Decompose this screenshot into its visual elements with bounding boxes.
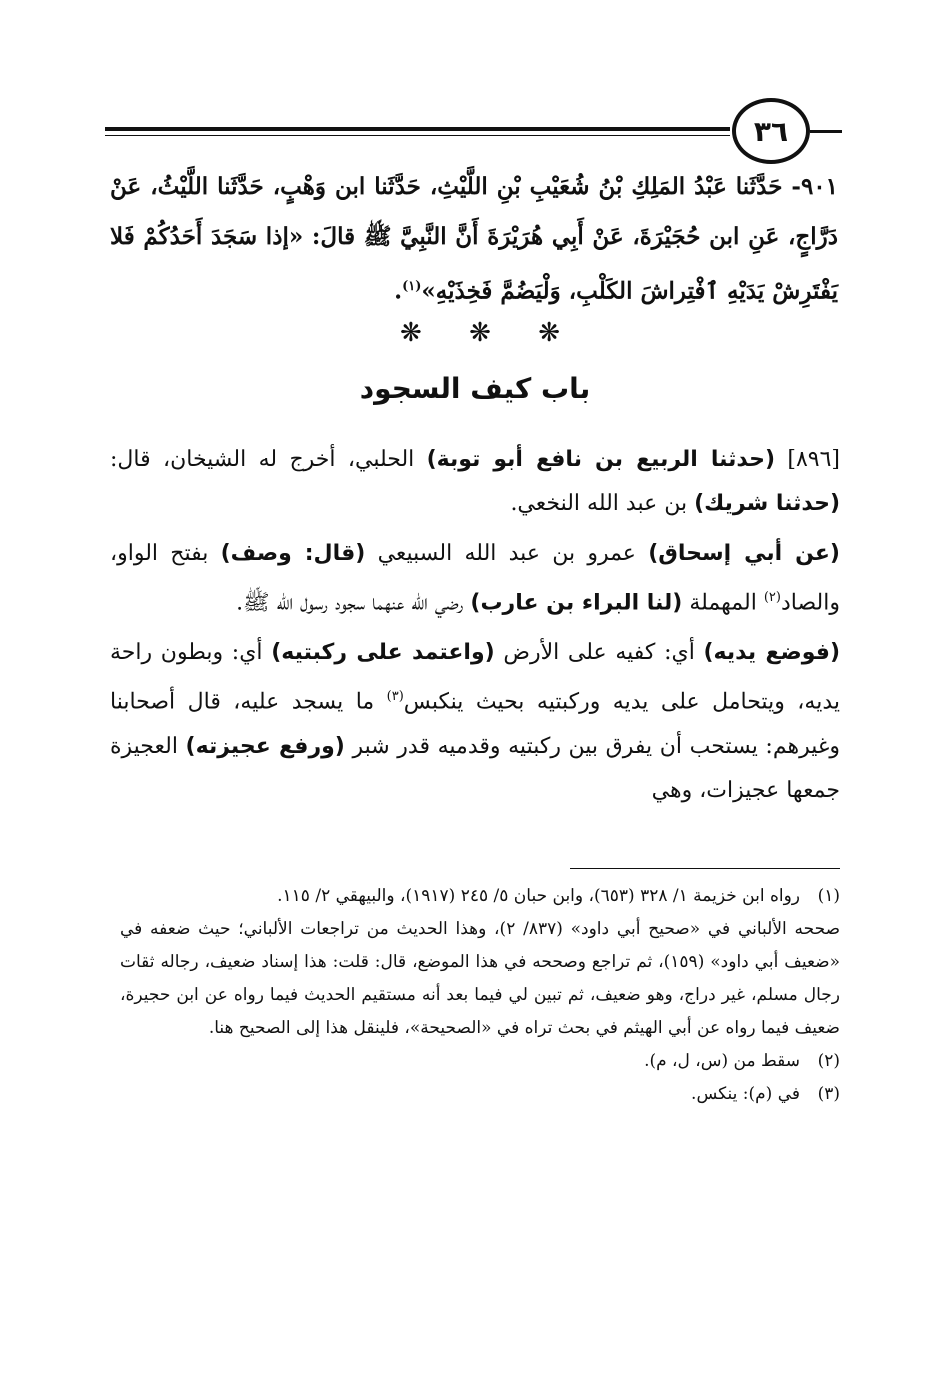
hadith-text (110, 162, 838, 317)
footnote-ref-2: (٢) (763, 590, 781, 605)
footnote-text: رواه ابن خزيمة ١/ ٣٢٨ (٦٥٣)، وابن حبان ٥/ ٢٤٥ (١٩١٧)، والبيهقي ٢/ ١١٥. (277, 886, 800, 906)
footnote-rule (570, 868, 840, 869)
hadith-quote: (ورفع عجيزته) (185, 733, 345, 759)
commentary-paragraph (110, 438, 840, 526)
footnote-number: (٢) (817, 1051, 840, 1071)
star-icon: ❋ (400, 318, 422, 348)
text-run: [٨٩٦] (775, 447, 840, 472)
narrator-quote: (حدثنا الربيع بن نافع أبو توبة) (426, 447, 775, 472)
text-run: ما يسجد عليه، قال أصحابنا وغيرهم: يستحب أن يفرق بين ركبتيه وقدميه قدر شبر (110, 689, 840, 759)
text-run: أي: كفيه على الأرض (494, 640, 704, 666)
narrator-quote: (حدثنا شريك) (694, 491, 840, 516)
text-run: الحلبي، أخرج له الشيخان، قال: (110, 447, 427, 472)
text-run: بفتح الواو، والصاد (110, 541, 840, 616)
commentary-paragraph (110, 532, 840, 625)
footnote-3 (120, 1078, 840, 1111)
text-run: المهملة (682, 590, 764, 616)
star-icon: ❋ (469, 318, 491, 348)
text-run: عمرو بن عبد الله السبيعي (365, 541, 649, 566)
hadith-quote: (واعتمد على ركبتيه) (271, 640, 495, 666)
narrator-quote: (عن أبي إسحاق) (648, 541, 840, 566)
commentary-paragraph (110, 631, 840, 812)
narrator-quote: (لنا البراء بن عارب) (470, 590, 683, 616)
footnote-1-continuation: صححه الألباني في «صحيح أبي داود» (٨٣٧/ ٢)، وهذا الحديث من تراجعات الألباني؛ حيث ضعفه في «ضعيف أبي داود» (١٥٩)، ثم تراجع وصححه في هذا الموضع، قال: قلت: هذا إسناد ضعيف، رجاله ثقات رجال مسلم، غير دراج، وهو ضعيف، ثم تبين لي فيما بعد أنه مستقيم الحديث فيما رواه عن ابن حجيرة، ضعيف فيما رواه عن أبي الهيثم في بحث تراه في «الصحيحة»، فلينقل هذا إلى الصحيح هنا. (120, 919, 840, 1038)
footnote-ref-1: (١) (402, 279, 422, 294)
text-run: العجيزة جمعها عجيزات، وهي (110, 733, 840, 803)
narrator-quote: (قال: وصف) (220, 541, 366, 566)
page-number: ٣٦ (732, 98, 810, 164)
header-rule-tail (810, 130, 842, 133)
chapter-title: باب كيف السجود (359, 372, 591, 405)
footnote-text: سقط من (س، ل، م). (644, 1051, 800, 1071)
text-run: رضي الله عنهما سجود رسول الله ﷺ. (236, 590, 471, 616)
footnotes (120, 880, 840, 1111)
footnote-2 (120, 1045, 840, 1078)
footnote-ref-3: (٣) (386, 689, 404, 705)
text-run: بن عبد الله النخعي. (510, 491, 695, 516)
footnote-number: (١) (817, 886, 840, 906)
footnote-1 (120, 880, 840, 913)
hadith-end: . (394, 277, 403, 305)
footnote-number: (٣) (817, 1084, 840, 1104)
header-rule (105, 127, 730, 138)
footnote-text: في (م): ينكس. (691, 1084, 800, 1104)
section-separator (400, 318, 560, 348)
hadith-quote: (فوضع يديه) (703, 640, 841, 666)
commentary (110, 438, 840, 819)
text-run: أي: وبطون راحة يديه، ويتحامل على يديه وركبتيه بحيث ينكبس (110, 640, 840, 715)
hadith-body: ٩٠١- حَدَّثَنا عَبْدُ المَلِكِ بْنُ شُعَيْبِ بْنِ اللَّيْثِ، حَدَّثَنا ابن وَهْبٍ، حَدَّثَنا اللَّيْثُ، عَنْ دَرَّاجٍ، عَنِ ابن حُجَيْرَةَ، عَنْ أَبِي هُرَيْرَةَ أَنَّ النَّبِيَّ ﷺ قالَ: «إذا سَجَدَ أَحَدُكُمْ فَلا يَفْتَرِشْ يَدَيْهِ ٱفْتِراشَ الكَلْبِ، وَلْيَضُمَّ فَخِذَيْهِ» (110, 173, 838, 305)
star-icon: ❋ (538, 318, 560, 348)
